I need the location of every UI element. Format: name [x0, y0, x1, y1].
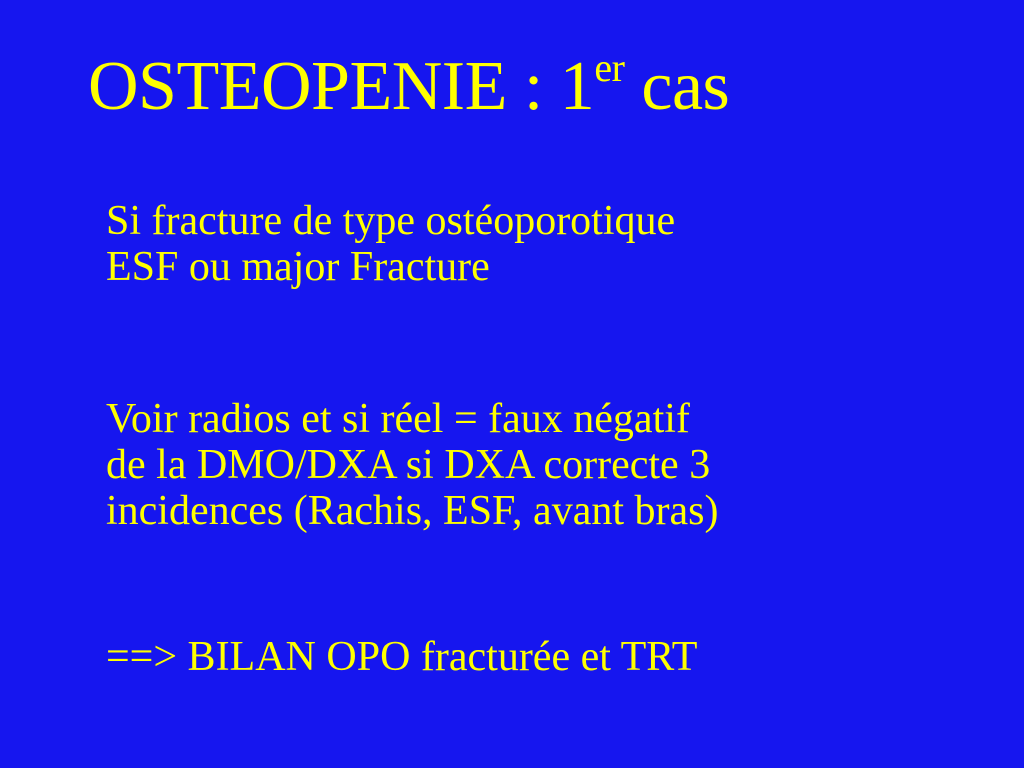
title-suffix: cas — [624, 48, 730, 125]
title-superscript: er — [594, 45, 625, 90]
text-line: de la DMO/DXA si DXA correcte 3 — [106, 442, 711, 488]
paragraph-conclusion — [106, 634, 697, 680]
title-main: OSTEOPENIE : 1 — [88, 48, 595, 125]
text-line: Voir radios et si réel = faux négatif — [106, 396, 690, 442]
text-line: incidences (Rachis, ESF, avant bras) — [106, 488, 719, 534]
text-line: Si fracture de type ostéoporotique — [106, 198, 676, 244]
paragraph-radios-check — [106, 396, 718, 534]
paragraph-fracture-condition — [106, 198, 675, 290]
text-line: ESF ou major Fracture — [106, 244, 490, 290]
slide-title — [88, 45, 730, 125]
text-line: ==> BILAN OPO fracturée et TRT — [106, 634, 698, 680]
